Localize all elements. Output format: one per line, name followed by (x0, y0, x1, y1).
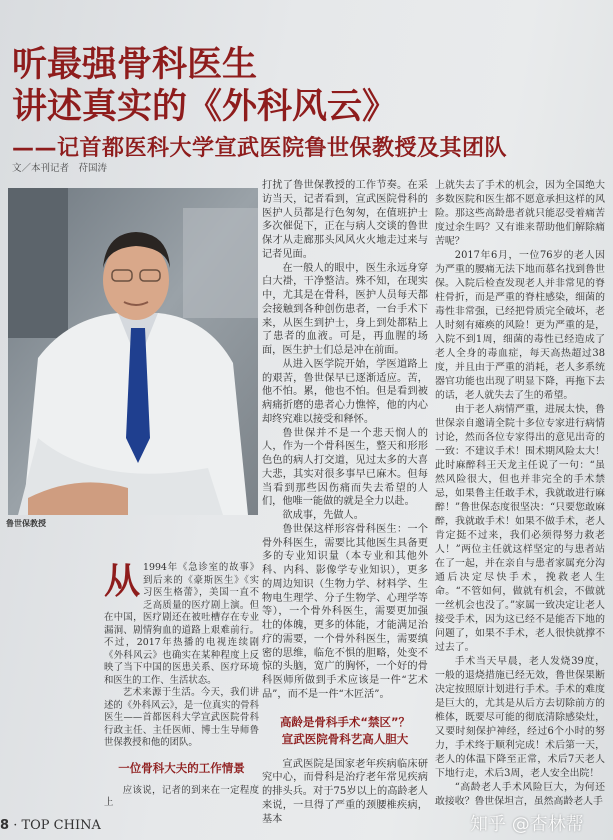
paragraph: 手术当天早晨，老人发烧39度，一般的退烧措施已经无效，鲁世保果断决定按照原计划进行手术。手术的难度是巨大的，尤其是从后方去切除前方的椎体，既要尽可能的彻底清除感染灶，又要时刻保护神经，经过6个小时的努力，手术终于顺利完成！术后第一天，老人的体温下降至正常，术后7天老人下地行走，术后3周，老人安全出院！ (435, 656, 605, 779)
section-heading-line-2: 宣武医院骨科艺高人胆大 (281, 731, 409, 746)
paragraph: 应该说，记者的到来在一定程度上 (104, 784, 259, 808)
section-heading-line-1: 高龄是骨科手术“禁区”？ (279, 714, 411, 729)
title-line-1: 听最强骨科医生 (12, 45, 258, 85)
footer-separator: · (13, 818, 18, 833)
drop-cap: 从 (104, 561, 141, 602)
article-column-1 (104, 562, 259, 810)
section-heading: 一位骨科大夫的工作情景 (118, 760, 245, 775)
paragraph: 打扰了鲁世保教授的工作节奏。在采访当天，记者看到，宣武医院骨科的医护人员都是行色匆匆，在值班护士多次催促下，正在与病人交谈的鲁世保才从走廊那头风风火火地走过来与记者见面。 (262, 180, 428, 260)
paragraph: 鲁世保并不是一个悲天悯人的人，作为一个骨科医生，整天和形形色色的病人打交道，见过太多的大喜大悲，其实对很多事早已麻木。但每当看到那些因伤痛而失去希望的人们，他唯一能做的就是全力以赴。 (262, 427, 428, 508)
section-heading (262, 714, 428, 748)
title-line-2: 讲述真实的《外科风云》 (12, 87, 398, 127)
article-title (12, 44, 397, 128)
article-column-3 (435, 179, 605, 809)
paragraph: 艺术来源于生活。今天，我们讲述的《外科风云》，是一位真实的骨科医生——首都医科大学宣武医院骨科行政主任、主任医师、博士生导师鲁世保教授和他的团队。 (104, 687, 259, 748)
paragraph: 欲成事，先做人。 (282, 510, 364, 521)
paragraph: 上就失去了手术的机会，因为全国绝大多数医院和医生都不愿意承担这样的风险。那这些高龄患者就只能忍受着痛苦度过余生吗？又有谁来帮助他们解除痛苦呢？ (435, 180, 605, 247)
paragraph: 宣武医院是国家老年疾病临床研究中心，而骨科是治疗老年常见疾病的排头兵。对于75岁以上的高龄老人来说，一旦得了严重的颈腰椎疾病，基本 (262, 758, 428, 825)
paragraph: 鲁世保这样形容骨科医生：一个骨外科医生，需要比其他医生具备更多的专业知识量（本专业和其他外科、内科、影像学专业知识），更多的周边知识（生物力学、材料学、生物电生理学、分子生物学、心理学等等），一个骨外科医生，需要更加强壮的体魄，更多的体能，才能满足治疗的需要，一个骨外科医生，需要缜密的思维，临危不惧的胆略，处变不惊的头脑，宽广的胸怀，一个好的骨科医师所做到手术应该是一件“艺术品”，而不是一件“木匠活”。 (262, 523, 428, 700)
paragraph: 由于老人病情严重，进展太快，鲁世保亲自邀请全院十多位专家进行病情讨论，然而各位专家得出的意见出奇的一致：不建议手术！围术期风险太大！此时麻醉科王天龙主任说了一句：“虽然风险很大，但也并非完全的手术禁忌，如果鲁主任敢手术，我就敢进行麻醉！”鲁世保态度很坚决：“只要您敢麻醉，我就敢手术！如果不做手术，老人肯定挺不过来，我们必须得努力救老人！”两位主任就这样坚定的与患者站在了一起，并在亲自与患者家属充分沟通后决定尽快手术，挽救老人生命。“不管如何，做就有机会，不做就一丝机会也没了。”家属一致决定让老人接受手术，因为这已经不是能否下地的问题了，如果不手术，老人很快就撑不过去了。 (435, 404, 605, 653)
paragraph: 2017年6月，一位76岁的老人因为严重的腰痛无法下地而慕名找到鲁世保。入院后检查发现老人并非常见的脊柱骨折，而是严重的脊柱感染，细菌的毒性非常强，已经把骨质完全破坏，老人时刻有瘫痪的风险！更为严重的是，入院不到1周，细菌的毒性已经造成了老人全身的毒血症，每天高热超过38度，并且由于严重的消耗，老人多系统器官功能也出现了明显下降，再拖下去的话，老人就失去了生的希望。 (435, 250, 605, 401)
magazine-name: TOP CHINA (21, 818, 101, 833)
paragraph: 从进入医学院开始，学医道路上的艰苦，鲁世保早已逐渐适应。苦，他不怕。累，他也不怕。但是看到被病痛折磨的患者心力憔悴，他的内心却终究难以接受和释怀。 (262, 358, 428, 425)
paragraph: “高龄老人手术风险巨大，为何还敢接收？鲁世保坦言，虽然高龄老人手 (435, 782, 605, 807)
photo-caption: 鲁世保教授 (6, 519, 46, 528)
zhihu-watermark: 知乎 @杏林帮 (470, 814, 584, 835)
doctor-portrait-photo (8, 188, 258, 515)
paragraph: 1994年《急诊室的故事》到后来的《豪斯医生》《实习医生格蕾》，美国一直不乏高质量的医疗剧上演。但在中国，医疗剧还在被吐槽存在专业漏洞、剧情狗血的道路上艰难前行。不过，2017年热播的电视连续剧《外科风云》也确实在某种程度上反映了当下中国的医患关系、医疗环境和医生的工作、生活状态。 (104, 562, 259, 686)
page-number: 8 (0, 818, 10, 833)
article-subtitle: ——记首都医科大学宣武医院鲁世保教授及其团队 (12, 136, 508, 161)
byline: 文／本刊记者 苻国涛 (12, 163, 108, 174)
page-footer (0, 818, 101, 833)
paragraph: 在一般人的眼中，医生永远身穿白大褂，干净整洁。殊不知，在现实中，尤其是在骨科，医护人员每天都会接触到各种创伤患者，一台手术下来，从医生到护士，身上到处都粘上了患者的血液。可是，再血腥的场面，医生护士们总是冲在前面。 (262, 262, 428, 356)
article-column-2 (262, 179, 428, 826)
